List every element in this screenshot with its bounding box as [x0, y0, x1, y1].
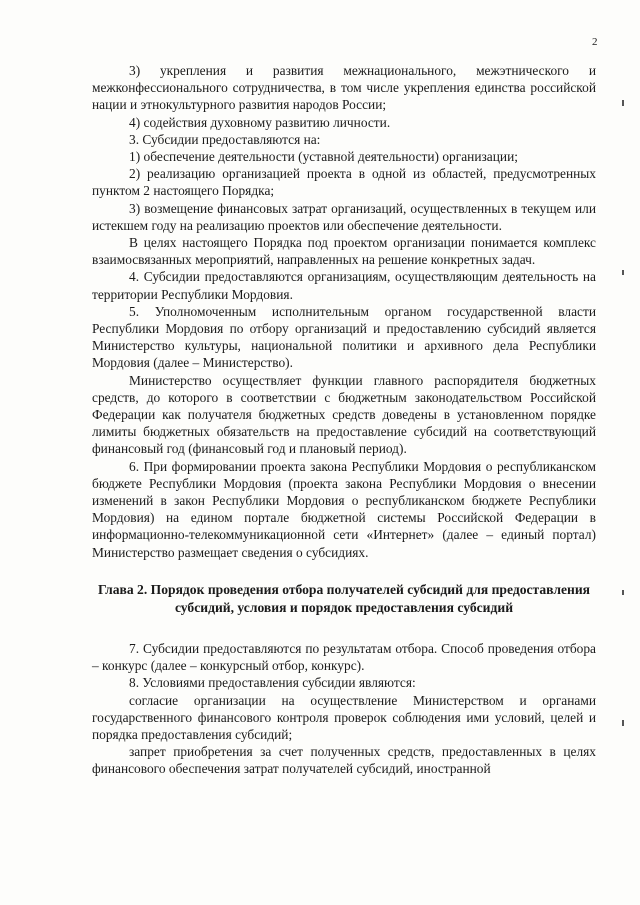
chapter-heading: Глава 2. Порядок проведения отбора получателей субсидий для предоставления субсидий, условия и порядок предоставления субсидий: [97, 581, 591, 615]
paragraph: 2) реализацию организацией проекта в одной из областей, предусмотренных пунктом 2 настоящего Порядка;: [92, 166, 596, 199]
paragraph: В целях настоящего Порядка под проектом организации понимается комплекс взаимосвязанных мероприятий, направленных на решение конкретных задач.: [92, 235, 596, 268]
paragraph: 3. Субсидии предоставляются на:: [129, 131, 321, 147]
paragraph: 8. Условиями предоставления субсидии являются:: [129, 675, 416, 691]
scan-margin-mark: [622, 100, 624, 106]
paragraph: 1) обеспечение деятельности (уставной деятельности) организации;: [129, 149, 518, 165]
paragraph: 4. Субсидии предоставляются организациям, осуществляющим деятельность на территории Республики Мордовия.: [92, 269, 596, 302]
paragraph: 6. При формировании проекта закона Республики Мордовия о республиканском бюджете Республики Мордовия (проекта закона Республики Мордовия о внесении изменений в закон Республики Мордовия о республиканском бюджете Республики Мордовия) на едином портале бюджетной системы Российской Федерации в информационно-телекоммуникационной сети «Интернет» (далее – единый портал) Министерство размещает сведения о субсидиях.: [92, 458, 596, 560]
scan-margin-mark: [622, 720, 624, 726]
paragraph: 3) возмещение финансовых затрат организаций, осуществленных в текущем или истекшем году на реализацию проектов или обеспечение деятельности.: [92, 200, 596, 233]
paragraph: согласие организации на осуществление Министерством и органами государственного финансового контроля проверок соблюдения ими условий, целей и порядка предоставления субсидий;: [92, 692, 596, 742]
paragraph: 4) содействия духовному развитию личности.: [129, 114, 391, 130]
paragraph: 3) укрепления и развития межнационального, межэтнического и межконфессионального сотрудничества, в том числе укрепления единства российской нации и этнокультурного развития народов России;: [92, 63, 596, 113]
paragraph: 7. Субсидии предоставляются по результатам отбора. Способ проведения отбора – конкурс (далее – конкурсный отбор, конкурс).: [92, 640, 596, 674]
scan-margin-mark: [622, 270, 624, 275]
paragraph: запрет приобретения за счет полученных средств, предоставленных в целях финансового обеспечения затрат получателей субсидий, иностранной: [92, 744, 596, 777]
document-body: [92, 62, 596, 778]
page-number: 2: [592, 36, 598, 48]
paragraph: Министерство осуществляет функции главного распорядителя бюджетных средств, до которого в соответствии с бюджетным законодательством Российской Федерации как получателя бюджетных средств доведены в установленном порядке лимиты бюджетных обязательств на предоставление субсидий на соответствующий финансовый год (финансовый год и плановый период).: [92, 372, 596, 457]
paragraph: 5. Уполномоченным исполнительным органом государственной власти Республики Мордовия по отбору организаций и предоставлению субсидий является Министерство культуры, национальной политики и архивного дела Республики Мордовия (далее – Министерство).: [92, 303, 596, 371]
scan-margin-mark: [622, 590, 624, 595]
